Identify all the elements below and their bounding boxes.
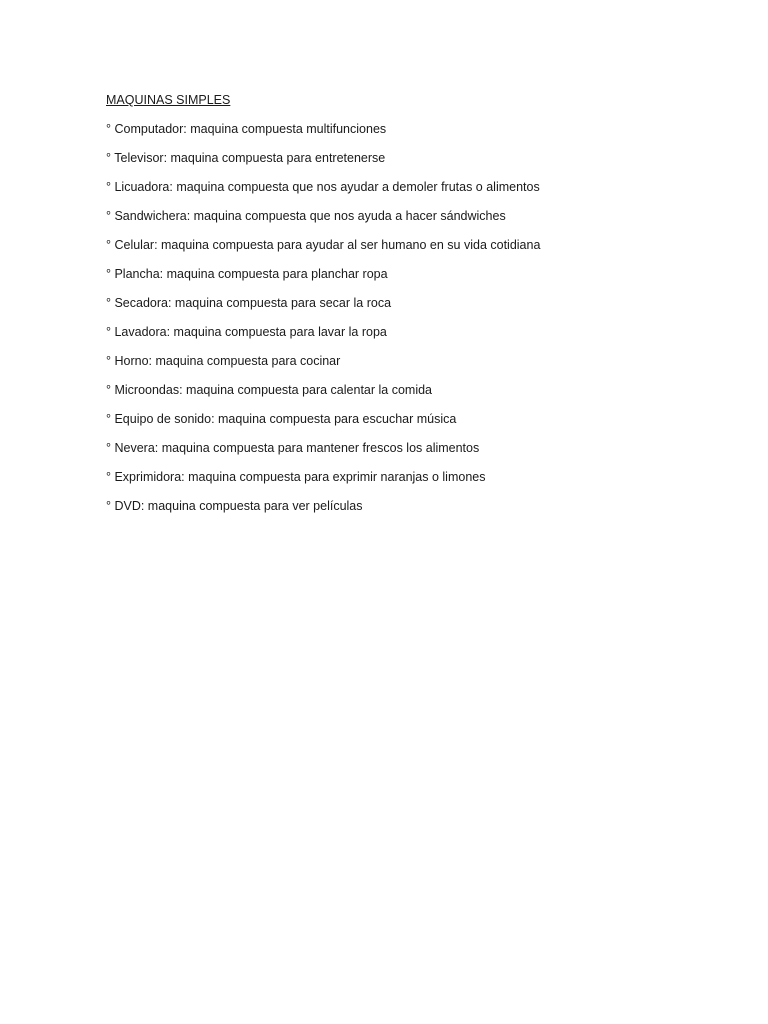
list-item: ° Nevera: maquina compuesta para mantener frescos los alimentos <box>106 441 480 455</box>
list-item: ° Lavadora: maquina compuesta para lavar la ropa <box>106 325 387 339</box>
list-item: ° Horno: maquina compuesta para cocinar <box>106 354 341 368</box>
list-item: ° Sandwichera: maquina compuesta que nos ayuda a hacer sándwiches <box>106 209 506 223</box>
list-item: ° Plancha: maquina compuesta para planchar ropa <box>106 267 388 281</box>
list-item: ° Computador: maquina compuesta multifunciones <box>106 122 387 136</box>
list-item: ° Secadora: maquina compuesta para secar la roca <box>106 296 392 310</box>
list-item: ° Licuadora: maquina compuesta que nos ayudar a demoler frutas o alimentos <box>106 180 540 194</box>
machine-list <box>106 120 708 515</box>
list-item: ° Microondas: maquina compuesta para calentar la comida <box>106 383 433 397</box>
list-item: ° DVD: maquina compuesta para ver películas <box>106 499 363 513</box>
document-title: MAQUINAS SIMPLES <box>106 93 231 107</box>
list-item: ° Equipo de sonido: maquina compuesta para escuchar música <box>106 412 457 426</box>
list-item: ° Celular: maquina compuesta para ayudar al ser humano en su vida cotidiana <box>106 238 541 252</box>
list-item: ° Exprimidora: maquina compuesta para exprimir naranjas o limones <box>106 470 486 484</box>
list-item: ° Televisor: maquina compuesta para entretenerse <box>106 151 386 165</box>
